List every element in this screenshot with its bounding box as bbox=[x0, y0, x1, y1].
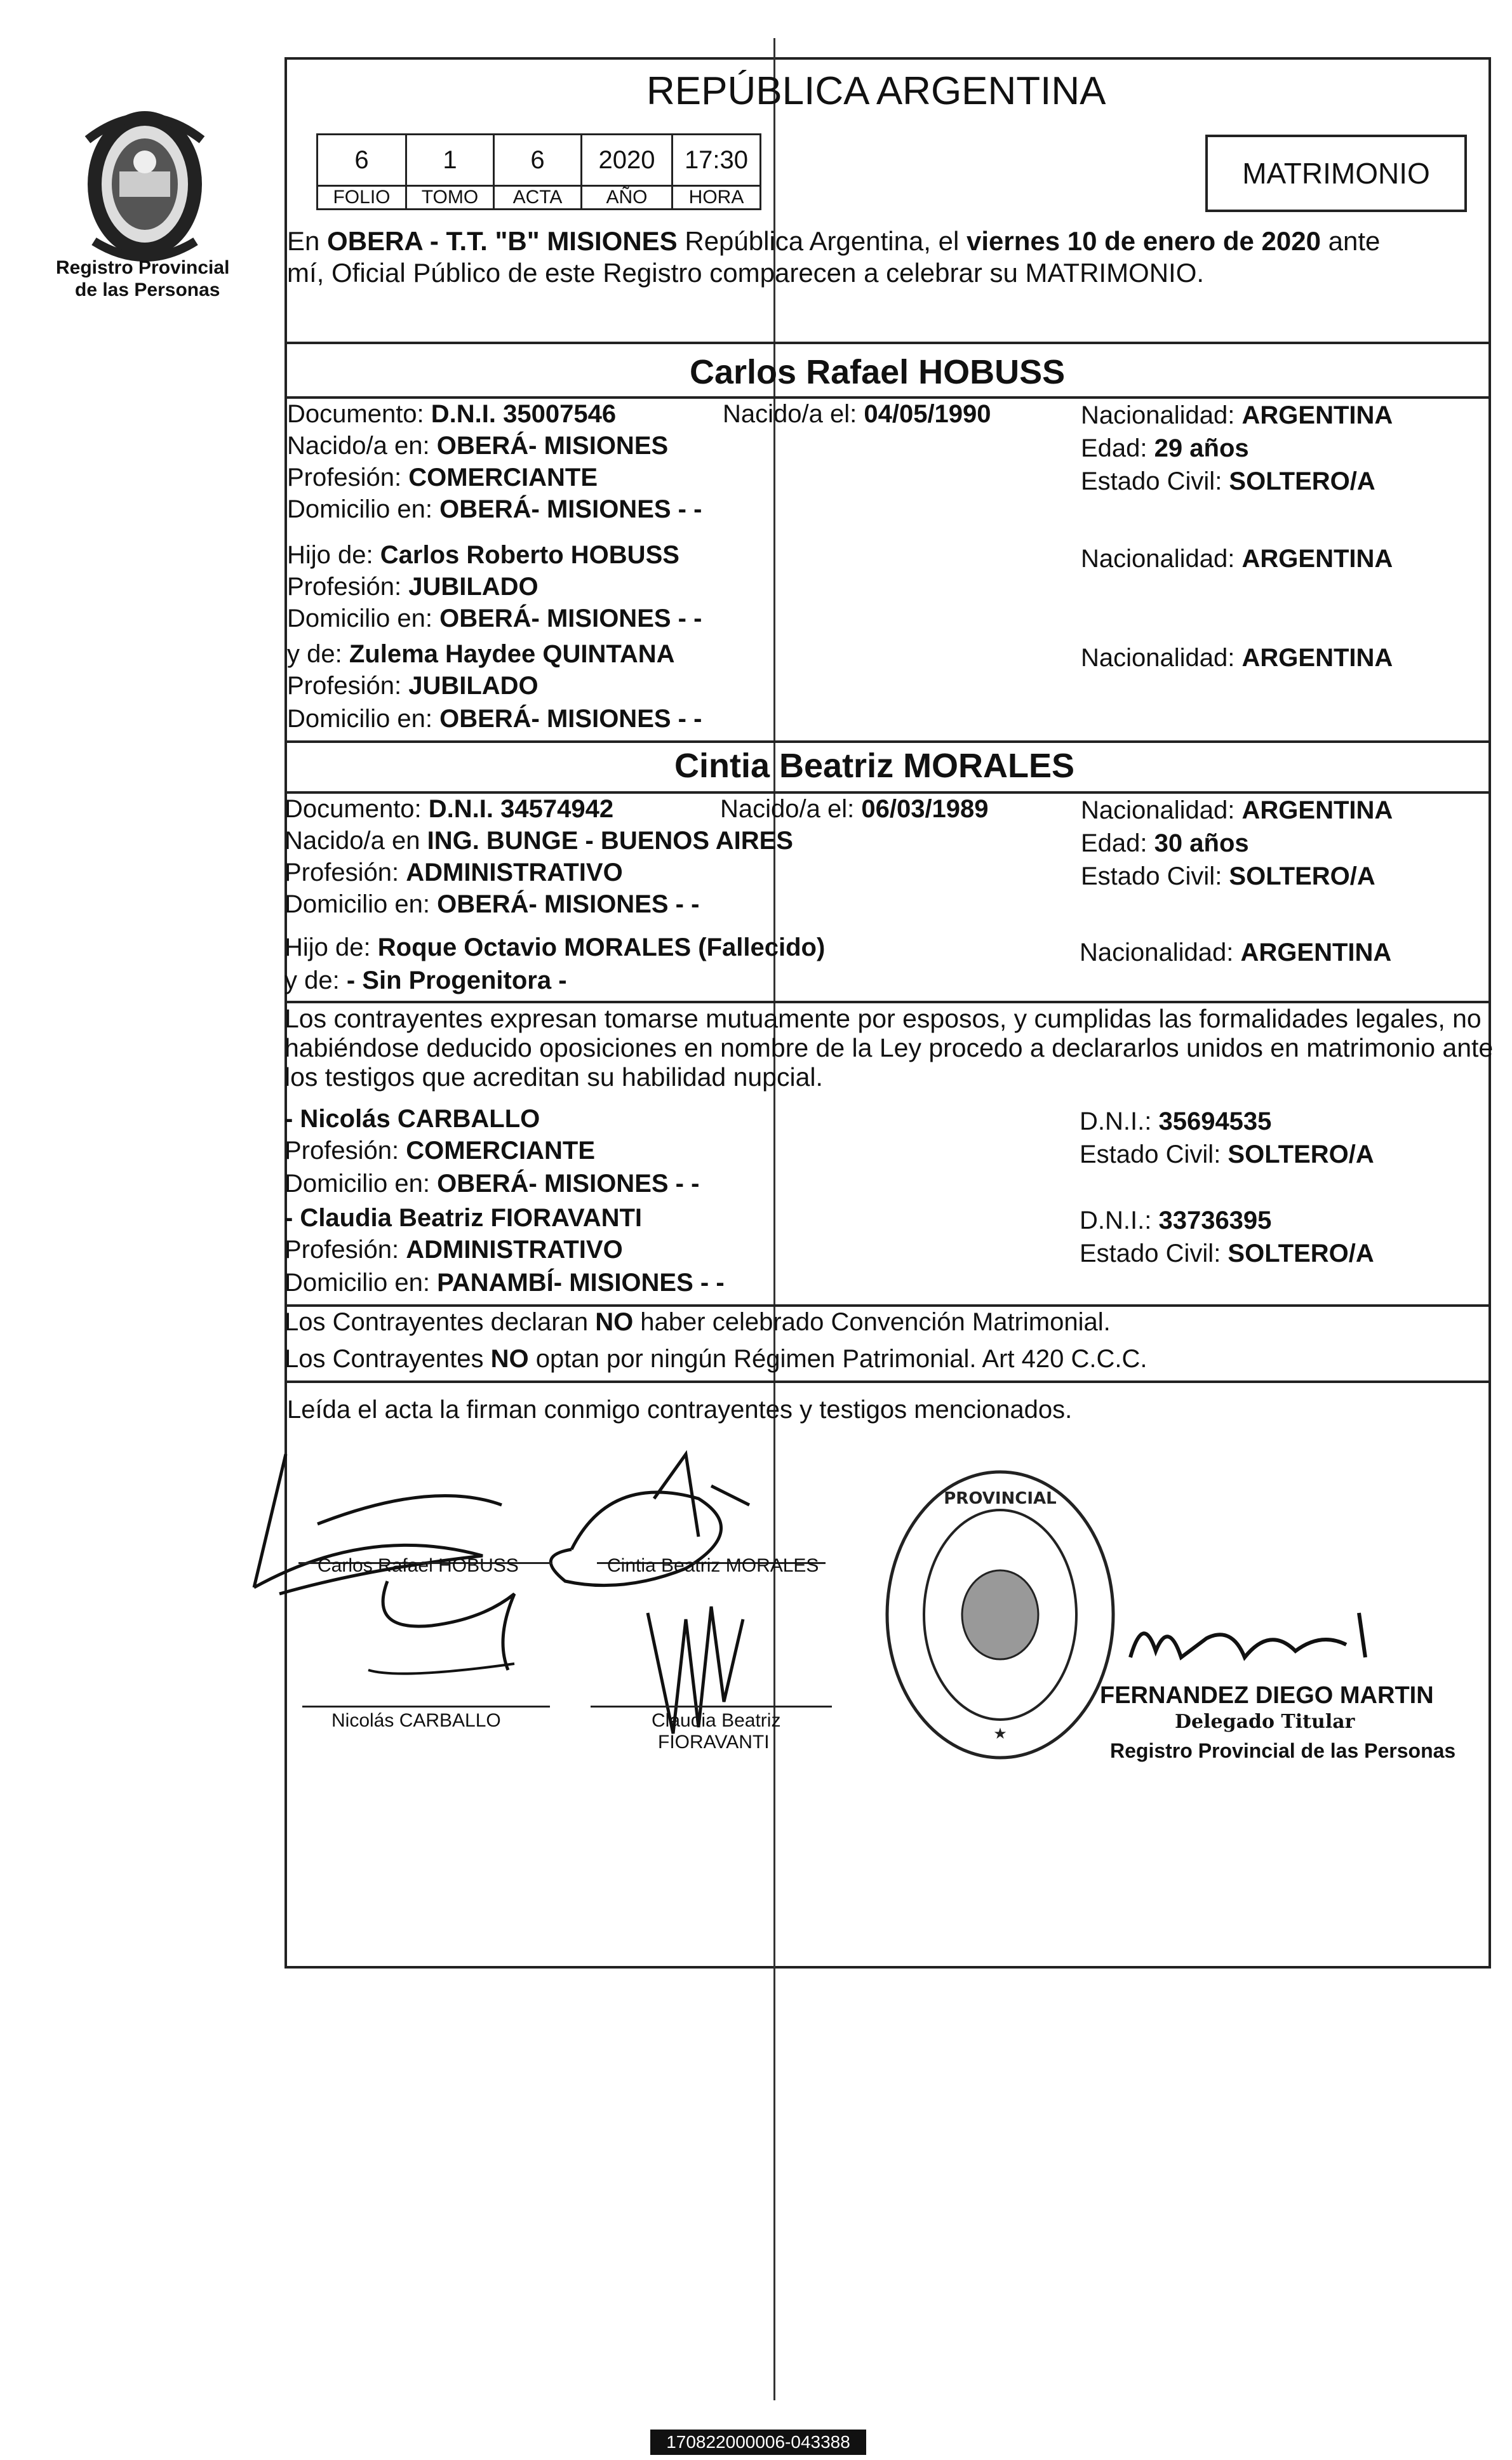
party2-father-nationality bbox=[1080, 937, 1391, 968]
act-type-box: MATRIMONIO bbox=[1205, 135, 1467, 212]
dom-value: OBERÁ- MISIONES - - bbox=[437, 1170, 700, 1198]
year-label: AÑO bbox=[580, 185, 673, 210]
party2-domicile bbox=[284, 889, 699, 919]
dni-value: 33736395 bbox=[1158, 1207, 1272, 1234]
prof-value: JUBILADO bbox=[408, 672, 539, 700]
nat-label: Nacionalidad: bbox=[1081, 644, 1242, 672]
prof-value: COMERCIANTE bbox=[408, 464, 598, 491]
civil-label: Estado Civil: bbox=[1081, 467, 1229, 495]
civil-value: SOLTERO/A bbox=[1228, 1240, 1374, 1267]
svg-text:★: ★ bbox=[993, 1725, 1007, 1742]
svg-text:PROVINCIAL: PROVINCIAL bbox=[944, 1489, 1057, 1508]
witness1-civil bbox=[1080, 1139, 1374, 1170]
father-label: Hijo de: bbox=[284, 933, 378, 961]
dom-label: Domicilio en: bbox=[287, 495, 440, 523]
intro-suffix: ante bbox=[1320, 226, 1381, 256]
born-in-value: OBERÁ- MISIONES bbox=[436, 432, 669, 460]
party2-father bbox=[284, 932, 825, 963]
year-value: 2020 bbox=[580, 133, 673, 187]
rule-intro bbox=[284, 342, 1491, 344]
folio-label: FOLIO bbox=[316, 185, 407, 210]
age-label: Edad: bbox=[1081, 829, 1154, 857]
doc-value: D.N.I. 35007546 bbox=[431, 400, 617, 428]
witness2-profession bbox=[284, 1234, 623, 1265]
party2-born-on bbox=[720, 794, 989, 824]
declaration-line-1: Los contrayentes expresan tomarse mutuamente por esposos, y cumplidas las formalidades legales, no bbox=[284, 1004, 1482, 1033]
party1-domicile bbox=[287, 494, 702, 525]
closing-text: Leída el acta la firman conmigo contrayentes y testigos mencionados. bbox=[287, 1396, 1073, 1424]
witness2-name: - Claudia Beatriz FIORAVANTI bbox=[284, 1204, 643, 1232]
born-in-value: ING. BUNGE - BUENOS AIRES bbox=[427, 827, 793, 855]
civil-label: Estado Civil: bbox=[1080, 1140, 1228, 1168]
mother-value: - Sin Progenitora - bbox=[346, 966, 567, 994]
party1-born-on bbox=[723, 399, 991, 429]
party1-civil bbox=[1081, 466, 1375, 497]
party1-age bbox=[1081, 433, 1249, 464]
acta-label: ACTA bbox=[493, 185, 582, 210]
witness1-dni bbox=[1080, 1106, 1271, 1137]
party2-nationality bbox=[1081, 795, 1393, 826]
tomo-label: TOMO bbox=[405, 185, 495, 210]
intro-line-1 bbox=[287, 226, 1380, 257]
doc-value: D.N.I. 34574942 bbox=[428, 795, 614, 823]
footer-code-bar bbox=[650, 2430, 866, 2455]
seal-emblem-icon bbox=[69, 89, 221, 267]
signature-label-2: Cintia Beatriz MORALES bbox=[607, 1555, 819, 1576]
center-rule bbox=[773, 38, 775, 2400]
age-label: Edad: bbox=[1081, 434, 1154, 462]
born-in-label: Nacido/a en bbox=[284, 827, 427, 855]
dni-label: D.N.I.: bbox=[1080, 1107, 1159, 1135]
party2-age bbox=[1081, 828, 1249, 859]
civil-label: Estado Civil: bbox=[1080, 1240, 1228, 1267]
dom-label: Domicilio en: bbox=[287, 605, 440, 632]
doc-label: Documento: bbox=[284, 795, 429, 823]
born-on-value: 04/05/1990 bbox=[864, 400, 991, 428]
official-signature-scribble bbox=[1118, 1600, 1384, 1683]
prof-value: ADMINISTRATIVO bbox=[406, 1236, 623, 1264]
prof-value: COMERCIANTE bbox=[406, 1137, 595, 1165]
prof-label: Profesión: bbox=[287, 573, 409, 601]
nat-value: ARGENTINA bbox=[1240, 939, 1392, 966]
hour-value: 17:30 bbox=[671, 133, 761, 187]
intro-line-2: mí, Oficial Público de este Registro comparecen a celebrar su MATRIMONIO. bbox=[287, 258, 1205, 288]
civil-label: Estado Civil: bbox=[1081, 862, 1229, 890]
province-seal bbox=[69, 89, 221, 267]
official-name: FERNANDEZ DIEGO MARTIN bbox=[1100, 1682, 1434, 1709]
prof-value: ADMINISTRATIVO bbox=[406, 859, 623, 886]
dom-value: OBERÁ- MISIONES - - bbox=[439, 705, 702, 733]
party2-profession bbox=[284, 857, 623, 888]
nat-value: ARGENTINA bbox=[1241, 796, 1393, 824]
party1-mother-domicile bbox=[287, 704, 702, 734]
witness2-domicile bbox=[284, 1267, 725, 1298]
acta-value: 6 bbox=[493, 133, 582, 187]
declaration-line-3: los testigos que acreditan su habilidad nupcial. bbox=[284, 1062, 823, 1092]
intro-mid: República Argentina, el bbox=[677, 226, 967, 256]
witness2-dni bbox=[1080, 1205, 1271, 1236]
signature-label-3: Nicolás CARBALLO bbox=[331, 1710, 501, 1731]
signature-label-4a: Claudia Beatriz bbox=[652, 1710, 781, 1731]
party1-mother-profession bbox=[287, 671, 539, 701]
prof-label: Profesión: bbox=[287, 464, 409, 491]
civil-value: SOLTERO/A bbox=[1229, 862, 1375, 890]
party1-profession bbox=[287, 462, 598, 493]
signature-line-3 bbox=[302, 1706, 550, 1708]
party1-nationality bbox=[1081, 400, 1393, 431]
dom-label: Domicilio en: bbox=[287, 705, 440, 733]
party1-name: Carlos Rafael HOBUSS bbox=[690, 353, 1066, 391]
nat-label: Nacionalidad: bbox=[1081, 545, 1242, 573]
witness1-profession bbox=[284, 1135, 595, 1166]
nat-label: Nacionalidad: bbox=[1080, 939, 1241, 966]
prof-label: Profesión: bbox=[284, 859, 406, 886]
witness1-domicile bbox=[284, 1168, 699, 1199]
party2-mother bbox=[284, 965, 567, 996]
nat-value: ARGENTINA bbox=[1241, 401, 1393, 429]
regime-2c: optan por ningún Régimen Patrimonial. Art 420 C.C.C. bbox=[528, 1345, 1147, 1373]
regime-line-2 bbox=[284, 1344, 1147, 1374]
mother-value: Zulema Haydee QUINTANA bbox=[349, 640, 675, 668]
dom-value: PANAMBÍ- MISIONES - - bbox=[437, 1269, 725, 1297]
civil-value: SOLTERO/A bbox=[1229, 467, 1375, 495]
prof-label: Profesión: bbox=[284, 1236, 406, 1264]
regime-1c: haber celebrado Convención Matrimonial. bbox=[633, 1308, 1111, 1336]
father-label: Hijo de: bbox=[287, 541, 380, 569]
regime-1a: Los Contrayentes declaran bbox=[284, 1308, 596, 1336]
dom-label: Domicilio en: bbox=[284, 1170, 438, 1198]
party1-father-profession bbox=[287, 572, 539, 602]
born-on-value: 06/03/1989 bbox=[861, 795, 989, 823]
signature-label-4b: FIORAVANTI bbox=[658, 1732, 770, 1753]
logo-line-2: de las Personas bbox=[75, 279, 220, 300]
party1-father-domicile bbox=[287, 603, 702, 634]
nat-label: Nacionalidad: bbox=[1081, 796, 1242, 824]
official-role: Delegado Titular bbox=[1175, 1711, 1355, 1733]
prof-label: Profesión: bbox=[284, 1137, 406, 1165]
rule-closing bbox=[284, 1380, 1491, 1383]
party1-father-nationality bbox=[1081, 544, 1393, 574]
declaration-line-2: habiéndose deducido oposiciones en nombre de la Ley procedo a declararlos unidos en matrimonio ante bbox=[284, 1033, 1494, 1062]
civil-value: SOLTERO/A bbox=[1228, 1140, 1374, 1168]
regime-line-1 bbox=[284, 1307, 1111, 1337]
party2-civil bbox=[1081, 861, 1375, 892]
folio-value: 6 bbox=[316, 133, 407, 187]
party1-mother bbox=[287, 639, 675, 669]
mother-label: y de: bbox=[284, 966, 347, 994]
dom-label: Domicilio en: bbox=[284, 890, 438, 918]
rule-party2-top bbox=[284, 740, 1491, 743]
intro-place: OBERA - T.T. "B" MISIONES bbox=[327, 226, 678, 256]
signature-label-1: Carlos Rafael HOBUSS bbox=[318, 1555, 519, 1576]
party1-born-in bbox=[287, 431, 668, 461]
nat-value: ARGENTINA bbox=[1241, 545, 1393, 573]
hour-label: HORA bbox=[671, 185, 761, 210]
intro-date: viernes 10 de enero de 2020 bbox=[966, 226, 1321, 256]
born-on-label: Nacido/a el: bbox=[720, 795, 862, 823]
nat-value: ARGENTINA bbox=[1241, 644, 1393, 672]
dom-label: Domicilio en: bbox=[284, 1269, 438, 1297]
age-value: 29 años bbox=[1154, 434, 1249, 462]
dom-value: OBERÁ- MISIONES - - bbox=[439, 605, 702, 632]
tomo-value: 1 bbox=[405, 133, 495, 187]
official-org: Registro Provincial de las Personas bbox=[1110, 1739, 1456, 1762]
party1-doc bbox=[287, 399, 616, 429]
dom-value: OBERÁ- MISIONES - - bbox=[439, 495, 702, 523]
regime-2a: Los Contrayentes bbox=[284, 1345, 491, 1373]
witness1-name: - Nicolás CARBALLO bbox=[284, 1105, 540, 1133]
dni-label: D.N.I.: bbox=[1080, 1207, 1159, 1234]
doc-label: Documento: bbox=[287, 400, 431, 428]
age-value: 30 años bbox=[1154, 829, 1249, 857]
born-on-label: Nacido/a el: bbox=[723, 400, 864, 428]
prof-value: JUBILADO bbox=[408, 573, 539, 601]
official-stamp-icon bbox=[880, 1466, 1121, 1764]
witness2-civil bbox=[1080, 1238, 1374, 1269]
regime-1b: NO bbox=[595, 1308, 634, 1336]
footer-code: 170822000006-043388 bbox=[666, 2432, 850, 2452]
intro-prefix: En bbox=[287, 226, 328, 256]
dom-value: OBERÁ- MISIONES - - bbox=[437, 890, 700, 918]
party2-doc bbox=[284, 794, 613, 824]
party1-mother-nationality bbox=[1081, 643, 1393, 673]
party2-name: Cintia Beatriz MORALES bbox=[674, 747, 1075, 785]
document-title: REPÚBLICA ARGENTINA bbox=[646, 69, 1106, 113]
regime-2b: NO bbox=[490, 1345, 529, 1373]
party2-born-in bbox=[284, 826, 793, 856]
mother-label: y de: bbox=[287, 640, 349, 668]
signature-line-4 bbox=[591, 1706, 832, 1708]
father-value: Carlos Roberto HOBUSS bbox=[380, 541, 679, 569]
father-value: Roque Octavio MORALES (Fallecido) bbox=[377, 933, 826, 961]
party1-father bbox=[287, 540, 679, 570]
dni-value: 35694535 bbox=[1158, 1107, 1272, 1135]
nat-label: Nacionalidad: bbox=[1081, 401, 1242, 429]
born-in-label: Nacido/a en: bbox=[287, 432, 437, 460]
logo-line-1: Registro Provincial bbox=[56, 257, 230, 278]
prof-label: Profesión: bbox=[287, 672, 409, 700]
